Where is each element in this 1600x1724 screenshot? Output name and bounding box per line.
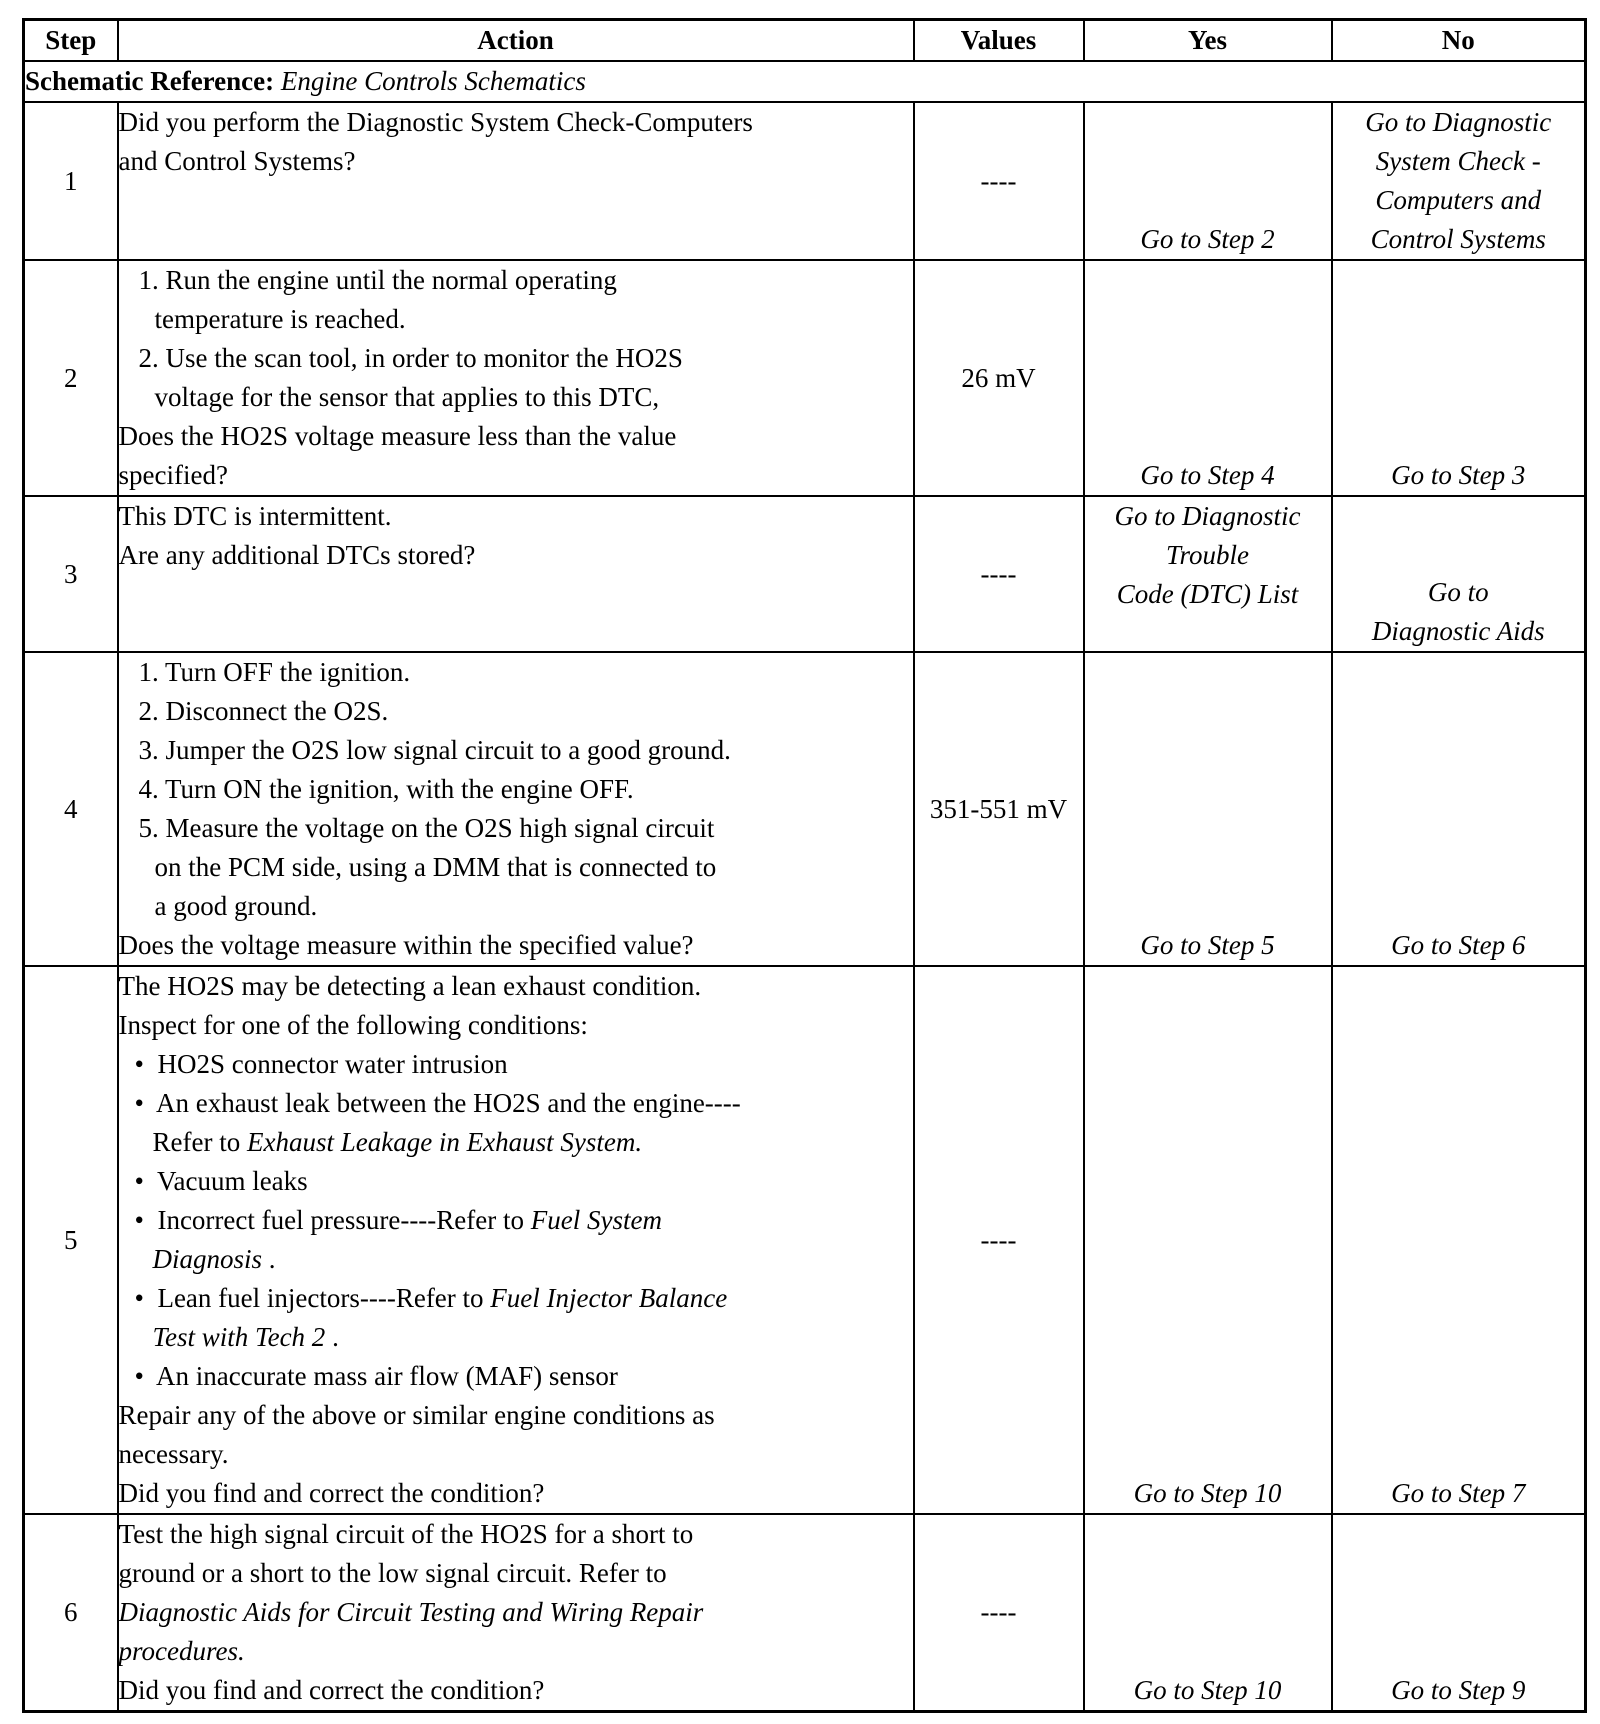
schematic-reference-link: Engine Controls Schematics bbox=[280, 66, 586, 96]
no-result bbox=[1332, 260, 1586, 496]
step-value: ---- bbox=[914, 1514, 1084, 1712]
yes-line: Go to Step 4 bbox=[1140, 460, 1275, 490]
bullet-item: • An inaccurate mass air flow (MAF) sensor bbox=[134, 1361, 618, 1391]
step-number: 6 bbox=[24, 1514, 118, 1712]
table-row bbox=[24, 652, 1586, 966]
header-row bbox=[24, 20, 1586, 62]
no-line: Computers and bbox=[1375, 185, 1542, 215]
action-line: This DTC is intermittent. bbox=[118, 501, 392, 531]
step-value: 26 mV bbox=[914, 260, 1084, 496]
list-item: 2. Disconnect the O2S. bbox=[138, 696, 389, 726]
no-line: System Check - bbox=[1375, 146, 1541, 176]
yes-result bbox=[1084, 1514, 1332, 1712]
yes-line: Go to Diagnostic bbox=[1114, 501, 1301, 531]
yes-line: Code (DTC) List bbox=[1116, 579, 1299, 609]
table-row bbox=[24, 496, 1586, 652]
schematic-reference: Schematic Reference: Engine Controls Schematics bbox=[24, 61, 1586, 102]
action-line: Did you find and correct the condition? bbox=[118, 1675, 545, 1705]
step-value: 351-551 mV bbox=[914, 652, 1084, 966]
action-line: Did you perform the Diagnostic System Check-Computers bbox=[118, 107, 753, 137]
step-value: ---- bbox=[914, 496, 1084, 652]
action-line: ground or a short to the low signal circuit. Refer to bbox=[118, 1558, 667, 1588]
table-row bbox=[24, 102, 1586, 260]
action-line: specified? bbox=[118, 460, 228, 490]
bullet-continuation: Diagnosis . bbox=[152, 1244, 276, 1274]
step-number: 2 bbox=[24, 260, 118, 496]
step-number: 4 bbox=[24, 652, 118, 966]
step-action bbox=[118, 1514, 914, 1712]
list-item-continuation: on the PCM side, using a DMM that is connected to bbox=[154, 852, 717, 882]
step-number: 3 bbox=[24, 496, 118, 652]
table-row bbox=[24, 966, 1586, 1514]
action-line: Inspect for one of the following conditions: bbox=[118, 1010, 588, 1040]
bullet-continuation: Test with Tech 2 . bbox=[152, 1322, 339, 1352]
no-line: Go to Step 7 bbox=[1391, 1478, 1526, 1508]
circuit-testing-link[interactable]: Diagnostic Aids for Circuit Testing and Wiring Repair bbox=[118, 1597, 704, 1627]
step-action bbox=[118, 966, 914, 1514]
action-line: Did you find and correct the condition? bbox=[118, 1478, 545, 1508]
fuel-injector-balance-link[interactable]: Fuel Injector Balance bbox=[490, 1283, 728, 1313]
list-item-continuation: voltage for the sensor that applies to this DTC, bbox=[154, 382, 660, 412]
list-item-continuation: a good ground. bbox=[154, 891, 318, 921]
action-line: Are any additional DTCs stored? bbox=[118, 540, 476, 570]
bullet-item: • Lean fuel injectors----Refer to Fuel Injector Balance bbox=[134, 1283, 728, 1313]
header-no: No bbox=[1332, 20, 1586, 62]
table-row bbox=[24, 260, 1586, 496]
tech2-test-link[interactable]: Test with Tech 2 bbox=[152, 1322, 326, 1352]
no-result bbox=[1332, 1514, 1586, 1712]
table-row bbox=[24, 1514, 1586, 1712]
step-action bbox=[118, 652, 914, 966]
yes-result bbox=[1084, 652, 1332, 966]
no-result bbox=[1332, 966, 1586, 1514]
no-result bbox=[1332, 496, 1586, 652]
fuel-system-link[interactable]: Fuel System bbox=[530, 1205, 662, 1235]
no-result bbox=[1332, 652, 1586, 966]
bullet-item: • An exhaust leak between the HO2S and the engine---- bbox=[134, 1088, 741, 1118]
fuel-system-diagnosis-link[interactable]: Diagnosis bbox=[152, 1244, 263, 1274]
list-item-continuation: temperature is reached. bbox=[154, 304, 406, 334]
no-line: Go to Diagnostic bbox=[1365, 107, 1552, 137]
action-line: Test the high signal circuit of the HO2S for a short to bbox=[118, 1519, 694, 1549]
action-line: necessary. bbox=[118, 1439, 229, 1469]
list-item: 5. Measure the voltage on the O2S high signal circuit bbox=[138, 813, 715, 843]
yes-result bbox=[1084, 966, 1332, 1514]
step-action bbox=[118, 102, 914, 260]
action-line: Does the voltage measure within the specified value? bbox=[118, 930, 694, 960]
yes-line: Go to Step 5 bbox=[1140, 930, 1275, 960]
bullet-item: • Incorrect fuel pressure----Refer to Fuel System bbox=[134, 1205, 662, 1235]
circuit-testing-link-continuation[interactable]: procedures. bbox=[118, 1636, 245, 1666]
yes-line: Trouble bbox=[1165, 540, 1250, 570]
no-line: Diagnostic Aids bbox=[1371, 616, 1545, 646]
step-number: 5 bbox=[24, 966, 118, 1514]
list-item: 2. Use the scan tool, in order to monitor the HO2S bbox=[138, 343, 683, 373]
action-line: and Control Systems? bbox=[118, 146, 356, 176]
no-line: Go to bbox=[1427, 577, 1489, 607]
exhaust-leakage-link[interactable]: Exhaust Leakage in Exhaust System. bbox=[246, 1127, 643, 1157]
header-values: Values bbox=[914, 20, 1084, 62]
yes-line: Go to Step 10 bbox=[1133, 1478, 1282, 1508]
step-action bbox=[118, 496, 914, 652]
header-yes: Yes bbox=[1084, 20, 1332, 62]
yes-result bbox=[1084, 496, 1332, 652]
yes-result bbox=[1084, 102, 1332, 260]
header-action: Action bbox=[118, 20, 914, 62]
bullet-continuation: Refer to Exhaust Leakage in Exhaust System. bbox=[152, 1127, 643, 1157]
list-item: 1. Turn OFF the ignition. bbox=[138, 657, 411, 687]
no-line: Go to Step 9 bbox=[1391, 1675, 1526, 1705]
bullet-item: • Vacuum leaks bbox=[134, 1166, 308, 1196]
schematic-reference-row bbox=[24, 61, 1586, 102]
schematic-reference-label: Schematic Reference bbox=[25, 66, 266, 96]
action-line: The HO2S may be detecting a lean exhaust condition. bbox=[118, 971, 702, 1001]
step-value: ---- bbox=[914, 102, 1084, 260]
no-result bbox=[1332, 102, 1586, 260]
header-step: Step bbox=[24, 20, 118, 62]
step-value: ---- bbox=[914, 966, 1084, 1514]
list-item: 1. Run the engine until the normal operating bbox=[138, 265, 617, 295]
list-item: 4. Turn ON the ignition, with the engine OFF. bbox=[138, 774, 634, 804]
yes-line: Go to Step 10 bbox=[1133, 1675, 1282, 1705]
no-line: Control Systems bbox=[1370, 224, 1546, 254]
action-line: Repair any of the above or similar engine conditions as bbox=[118, 1400, 715, 1430]
diagnostic-table bbox=[22, 18, 1587, 1713]
yes-result bbox=[1084, 260, 1332, 496]
no-line: Go to Step 6 bbox=[1391, 930, 1526, 960]
step-number: 1 bbox=[24, 102, 118, 260]
list-item: 3. Jumper the O2S low signal circuit to a good ground. bbox=[138, 735, 731, 765]
yes-line: Go to Step 2 bbox=[1140, 224, 1275, 254]
no-line: Go to Step 3 bbox=[1391, 460, 1526, 490]
step-action bbox=[118, 260, 914, 496]
bullet-item: • HO2S connector water intrusion bbox=[134, 1049, 508, 1079]
action-line: Does the HO2S voltage measure less than the value bbox=[118, 421, 677, 451]
